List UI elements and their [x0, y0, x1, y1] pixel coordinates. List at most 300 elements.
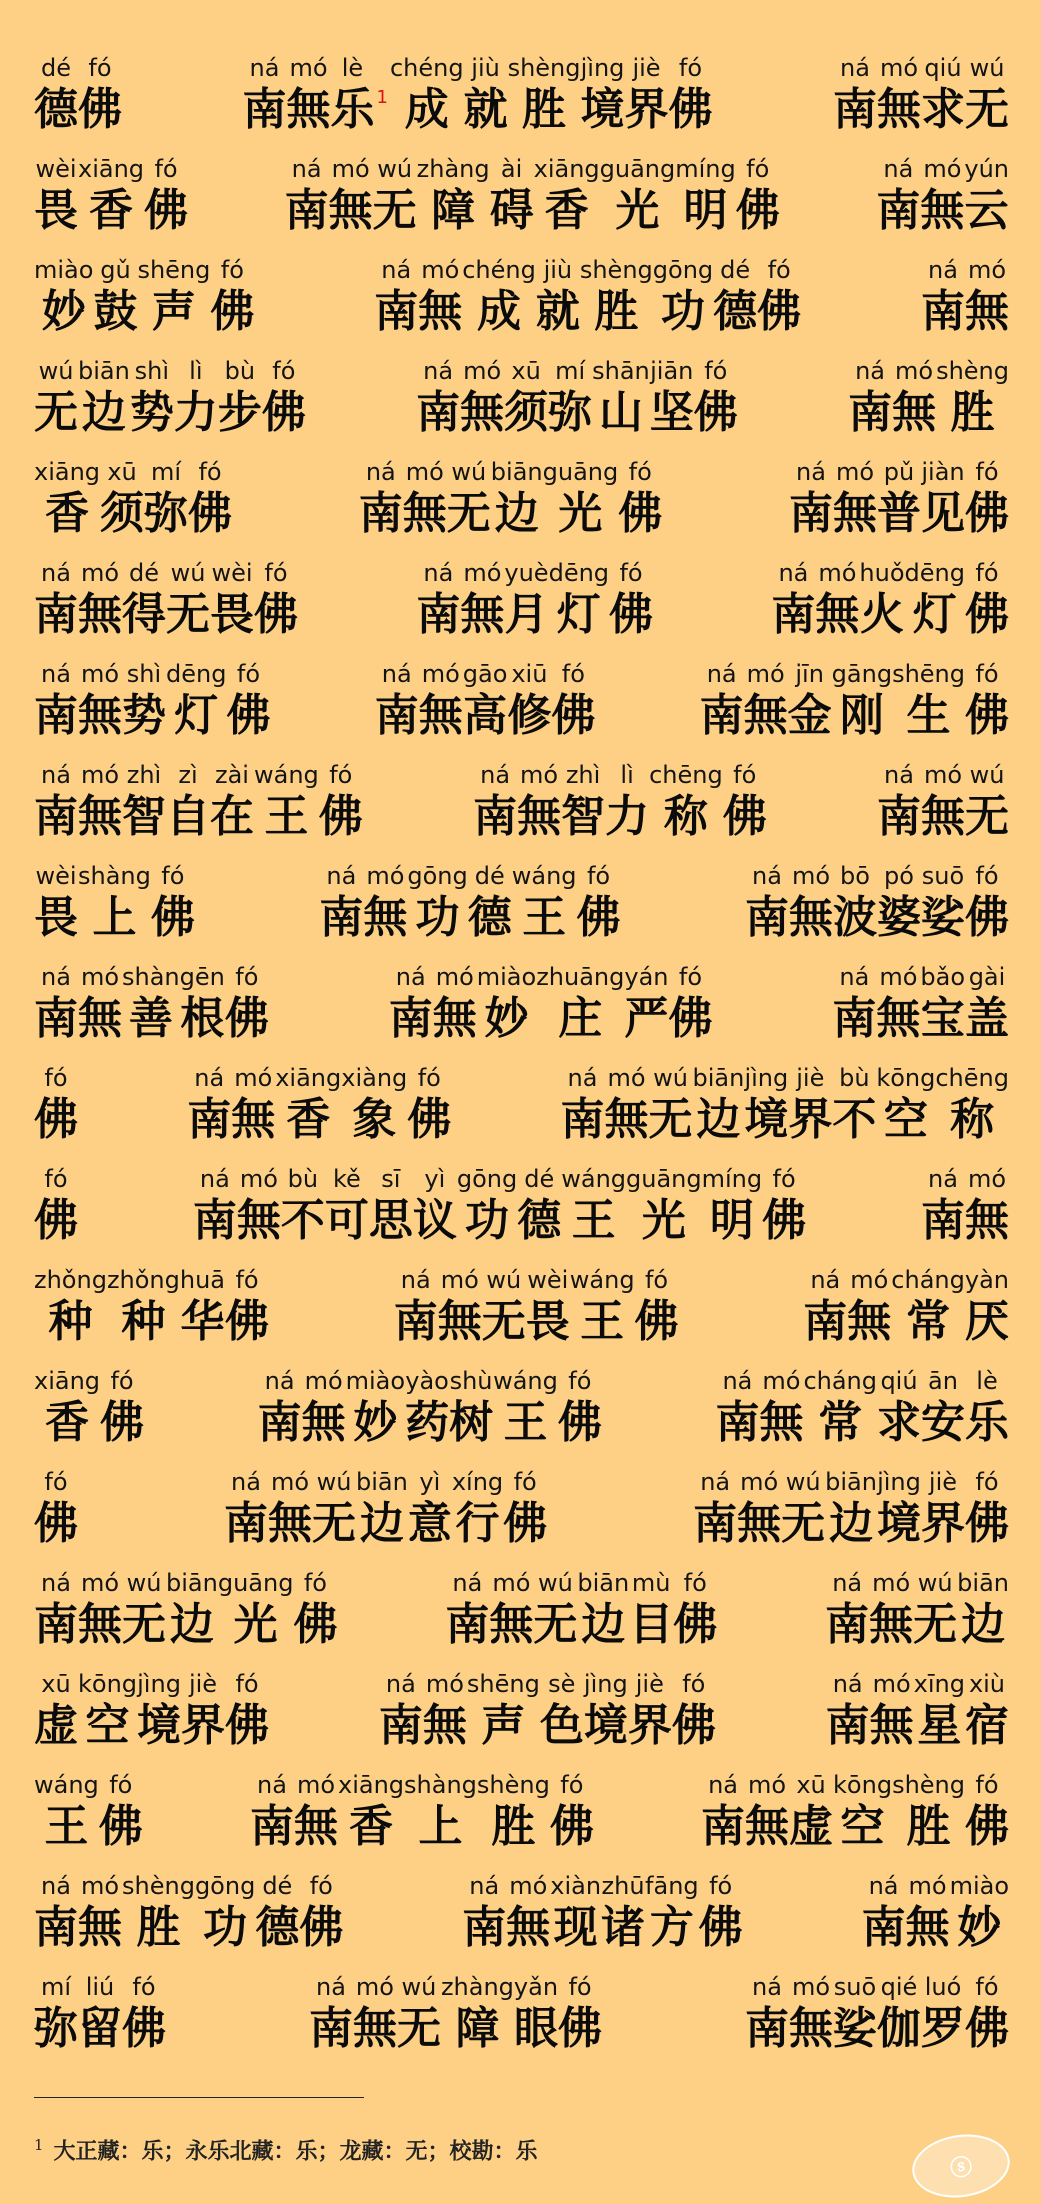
character-with-pinyin	[237, 1166, 281, 1250]
pinyin: ná	[752, 862, 782, 890]
pinyin: fó	[704, 357, 728, 385]
pinyin: ná	[778, 559, 809, 587]
buddha-name	[309, 1974, 602, 2058]
character-with-pinyin	[460, 560, 504, 644]
pinyin: ná	[722, 1367, 753, 1395]
pinyin: xiàng	[341, 1064, 408, 1092]
character-with-pinyin	[577, 1570, 629, 1654]
character-with-pinyin	[447, 459, 491, 543]
hanzi: 灯	[174, 690, 219, 741]
hanzi: 無	[418, 690, 463, 741]
pinyin: mó	[923, 155, 962, 183]
hanzi: 娑	[833, 2003, 877, 2054]
hanzi: 無	[921, 791, 965, 842]
text-line	[34, 1351, 1009, 1452]
hanzi: 王	[44, 1801, 89, 1852]
character-with-pinyin	[34, 1873, 78, 1957]
character-with-pinyin	[210, 257, 254, 341]
text-line	[34, 543, 1009, 644]
buddha-name	[877, 762, 1009, 846]
character-with-pinyin	[281, 1166, 325, 1250]
buddha-name	[921, 257, 1009, 341]
buddha-name	[379, 1671, 716, 1755]
hanzi: 南	[257, 1397, 302, 1448]
buddha-name	[561, 1065, 1009, 1149]
pinyin: xiàn	[550, 1872, 602, 1900]
hanzi: 佛	[150, 892, 195, 943]
hanzi: 南	[374, 690, 419, 741]
character-with-pinyin	[877, 55, 921, 139]
pinyin: ná	[41, 963, 71, 991]
character-with-pinyin	[581, 55, 625, 139]
hanzi: 界	[181, 1700, 226, 1751]
character-with-pinyin	[407, 1065, 451, 1149]
text-line	[34, 442, 1009, 543]
character-with-pinyin	[848, 358, 892, 442]
hanzi: 声	[151, 286, 196, 337]
pinyin: ná	[315, 1973, 346, 2001]
character-with-pinyin	[473, 762, 517, 846]
character-with-pinyin	[744, 1065, 788, 1149]
hanzi: 南	[416, 589, 461, 640]
buddha-name	[193, 1166, 806, 1250]
hanzi: 功	[660, 286, 705, 337]
pinyin: sī	[381, 1165, 401, 1193]
hanzi: 无	[648, 1094, 693, 1145]
hanzi: 胜	[594, 286, 639, 337]
character-with-pinyin	[876, 156, 920, 240]
pinyin: bù	[224, 357, 256, 385]
character-with-pinyin	[375, 661, 419, 745]
character-with-pinyin	[144, 459, 188, 543]
pinyin: xū	[796, 1771, 826, 1799]
hanzi: 香	[544, 185, 589, 236]
character-with-pinyin	[789, 1772, 833, 1856]
character-with-pinyin	[675, 156, 736, 240]
hanzi: 南	[462, 1902, 507, 1953]
pinyin: biān	[78, 357, 130, 385]
character-with-pinyin	[404, 1772, 477, 1856]
pinyin: ná	[41, 1569, 71, 1597]
hanzi: 南	[473, 791, 518, 842]
character-with-pinyin	[180, 964, 225, 1048]
character-with-pinyin	[408, 1469, 452, 1553]
hanzi: 乐	[330, 84, 375, 135]
character-with-pinyin	[508, 55, 581, 139]
pinyin: fó	[586, 862, 611, 890]
character-with-pinyin	[876, 1065, 935, 1149]
buddha-name	[34, 55, 122, 139]
hanzi: 佛	[549, 1801, 594, 1852]
pinyin: ná	[469, 1872, 500, 1900]
pinyin: kōng	[833, 1771, 893, 1799]
footnote-marker[interactable]: 1	[376, 87, 388, 108]
pinyin: wáng	[254, 761, 319, 789]
hanzi: 無	[363, 892, 408, 943]
pinyin: ná	[796, 458, 826, 486]
character-with-pinyin	[319, 863, 363, 947]
character-with-pinyin	[673, 1570, 717, 1654]
hanzi: 南	[378, 1700, 423, 1751]
hanzi: 香	[349, 1801, 393, 1852]
hanzi: 界	[627, 1700, 672, 1751]
character-with-pinyin	[965, 1974, 1009, 2058]
pinyin: chēng	[935, 1064, 1009, 1092]
pinyin: fó	[767, 256, 791, 284]
pinyin: xiāng	[275, 1064, 342, 1092]
hanzi: 佛	[144, 185, 189, 236]
buddha-name	[319, 863, 620, 947]
hanzi: 無	[789, 892, 833, 943]
hanzi: 無	[892, 387, 937, 438]
hanzi: 佛	[100, 1397, 145, 1448]
hanzi: 宿	[964, 1700, 1009, 1751]
hanzi: 边	[169, 1599, 214, 1650]
text-line	[34, 1452, 1009, 1553]
hanzi: 种	[121, 1296, 166, 1347]
pinyin: fó	[44, 1165, 68, 1193]
hanzi: 须	[100, 488, 145, 539]
hanzi: 无	[34, 387, 78, 438]
character-with-pinyin	[34, 459, 100, 543]
pinyin: ná	[452, 1569, 483, 1597]
pinyin: biān	[692, 1064, 745, 1092]
character-with-pinyin	[188, 459, 232, 543]
character-with-pinyin	[921, 863, 965, 947]
hanzi: 方	[649, 1902, 694, 1953]
pinyin: fó	[235, 1266, 259, 1294]
pinyin: mó	[463, 559, 502, 587]
hanzi: 光	[641, 1195, 686, 1246]
hanzi: 無	[78, 690, 122, 741]
hanzi: 上	[92, 892, 137, 943]
pinyin: guāng	[217, 1569, 294, 1597]
pinyin: jiān	[650, 357, 694, 385]
character-with-pinyin	[34, 560, 78, 644]
hanzi: 佛	[34, 1195, 78, 1246]
character-with-pinyin	[34, 1974, 78, 2058]
pinyin: fó	[975, 1973, 999, 2001]
buddha-name	[745, 1974, 1009, 2058]
hanzi: 无	[396, 2003, 441, 2054]
character-with-pinyin	[877, 863, 921, 947]
hanzi: 象	[352, 1094, 397, 1145]
hanzi: 南	[803, 1296, 848, 1347]
hanzi: 南	[308, 2003, 353, 2054]
hanzi: 佛	[318, 791, 363, 842]
hanzi: 無	[815, 589, 860, 640]
character-with-pinyin	[34, 1065, 78, 1149]
character-with-pinyin	[250, 1772, 294, 1856]
character-with-pinyin	[921, 1974, 965, 2058]
hanzi: 佛	[965, 892, 1009, 943]
pinyin: jìng	[583, 1670, 628, 1698]
hanzi: 无	[122, 1599, 166, 1650]
character-with-pinyin	[130, 358, 174, 442]
hanzi: 称	[950, 1094, 995, 1145]
character-with-pinyin	[534, 156, 600, 240]
character-with-pinyin	[862, 1873, 906, 1957]
character-with-pinyin	[294, 1772, 338, 1856]
character-with-pinyin	[533, 1570, 577, 1654]
buddha-name	[34, 762, 363, 846]
character-with-pinyin	[869, 1570, 913, 1654]
pinyin: fó	[678, 54, 703, 82]
character-with-pinyin	[506, 1873, 550, 1957]
pinyin: xiāng	[337, 1771, 405, 1799]
pinyin: biān	[166, 1569, 218, 1597]
pinyin: fó	[682, 1670, 706, 1698]
pinyin: biān	[825, 1468, 877, 1496]
hanzi: 南	[825, 1599, 870, 1650]
hanzi: 南	[34, 1902, 78, 1953]
text-line	[34, 1048, 1009, 1149]
hanzi: 罗	[921, 2003, 965, 2054]
pinyin: fó	[975, 458, 999, 486]
pinyin: shì	[126, 660, 162, 688]
hanzi: 南	[249, 1801, 294, 1852]
pinyin: mí	[151, 458, 182, 486]
character-with-pinyin	[892, 1772, 965, 1856]
pinyin: mí	[555, 357, 586, 385]
hanzi: 得	[122, 589, 166, 640]
pinyin: shèng	[579, 256, 653, 284]
character-with-pinyin	[826, 1671, 870, 1755]
pinyin: ná	[365, 458, 396, 486]
pinyin: mó	[967, 1165, 1007, 1193]
pinyin: fó	[198, 458, 222, 486]
character-with-pinyin	[965, 1166, 1009, 1250]
pinyin: ná	[708, 1771, 738, 1799]
hanzi: 佛	[735, 185, 780, 236]
pinyin: yǎn	[513, 1973, 559, 2001]
hanzi: 南	[224, 1498, 268, 1549]
pinyin: fó	[709, 1872, 733, 1900]
text-line	[34, 1957, 1009, 2058]
buddha-name	[242, 55, 712, 139]
hanzi: 胜	[522, 84, 567, 135]
pinyin: guāng	[626, 1165, 702, 1193]
hanzi: 边	[696, 1094, 741, 1145]
hanzi: 南	[825, 1700, 870, 1751]
character-with-pinyin	[536, 964, 624, 1048]
character-with-pinyin	[788, 661, 832, 745]
hanzi: 無	[301, 1397, 346, 1448]
character-with-pinyin	[548, 358, 592, 442]
character-with-pinyin	[181, 1671, 225, 1755]
hanzi: 华	[180, 1296, 225, 1347]
pinyin: fó	[975, 1468, 999, 1496]
pinyin: yún	[964, 155, 1009, 183]
character-with-pinyin	[462, 257, 536, 341]
character-with-pinyin	[423, 1671, 467, 1755]
buddha-name	[250, 1772, 594, 1856]
buddha-name	[258, 1368, 602, 1452]
pinyin: shēng	[137, 256, 211, 284]
pinyin: mù	[631, 1569, 671, 1597]
character-with-pinyin	[504, 358, 548, 442]
character-with-pinyin	[195, 1873, 255, 1957]
pinyin: gāo	[462, 660, 508, 688]
hanzi: 火	[859, 589, 904, 640]
hanzi: 無	[833, 488, 877, 539]
hanzi: 诸	[601, 1902, 646, 1953]
character-with-pinyin	[34, 1368, 100, 1452]
character-with-pinyin	[482, 1267, 526, 1351]
pinyin: gāng	[831, 660, 893, 688]
hanzi: 婆	[877, 892, 921, 943]
character-with-pinyin	[397, 1974, 441, 2058]
character-with-pinyin	[293, 1570, 337, 1654]
buddha-name	[771, 560, 1009, 644]
character-with-pinyin	[166, 661, 226, 745]
character-with-pinyin	[561, 1166, 626, 1250]
hanzi: 德	[34, 84, 78, 135]
pinyin: miào	[34, 256, 94, 284]
publisher-seal-icon: ⓢ	[908, 2128, 1014, 2203]
pinyin: fó	[309, 1872, 333, 1900]
pinyin: mó	[80, 1872, 120, 1900]
character-with-pinyin	[151, 863, 195, 947]
character-with-pinyin	[363, 863, 407, 947]
pinyin: ná	[423, 357, 454, 385]
character-with-pinyin	[847, 1267, 891, 1351]
hanzi: 妙	[484, 993, 529, 1044]
hanzi: 灯	[912, 589, 957, 640]
hanzi: 南	[34, 993, 78, 1044]
character-with-pinyin	[877, 1368, 921, 1452]
hanzi: 厌	[964, 1296, 1009, 1347]
character-with-pinyin	[122, 964, 180, 1048]
character-with-pinyin	[906, 1873, 950, 1957]
hanzi: 势	[122, 690, 166, 741]
pinyin: ná	[291, 155, 322, 183]
pinyin: pǔ	[883, 458, 915, 486]
pinyin: liú	[85, 1973, 115, 2001]
hanzi: 佛	[225, 1296, 270, 1347]
hanzi: 無	[869, 1599, 914, 1650]
hanzi: 妙	[957, 1902, 1002, 1953]
character-with-pinyin	[543, 459, 619, 543]
hanzi: 盖	[965, 993, 1009, 1044]
hanzi: 南	[319, 892, 364, 943]
hanzi: 无	[446, 488, 491, 539]
hanzi: 南	[416, 387, 461, 438]
character-with-pinyin	[517, 762, 561, 846]
character-with-pinyin	[965, 863, 1009, 947]
character-with-pinyin	[78, 1873, 122, 1957]
pinyin: ná	[194, 1064, 225, 1092]
pinyin: ná	[700, 1468, 731, 1496]
footnote-text: 大正藏：乐；永乐北藏：乐；龙藏：无；校勘：乐	[53, 2138, 538, 2165]
pinyin: ài	[500, 155, 523, 183]
hanzi: 無	[418, 286, 463, 337]
hanzi: 無	[920, 185, 965, 236]
character-with-pinyin	[965, 762, 1009, 846]
hanzi: 南	[789, 488, 833, 539]
buddha-name	[34, 1267, 269, 1351]
hanzi: 声	[481, 1700, 526, 1751]
pinyin: guāng	[599, 155, 676, 183]
character-with-pinyin	[628, 1671, 672, 1755]
character-with-pinyin	[417, 156, 490, 240]
text-line	[34, 1755, 1009, 1856]
character-with-pinyin	[957, 1570, 1009, 1654]
character-with-pinyin	[877, 1469, 921, 1553]
pinyin: ná	[199, 1165, 230, 1193]
pinyin: shàn	[122, 963, 180, 991]
pinyin: ná	[385, 1670, 416, 1698]
pinyin: shù	[449, 1367, 493, 1395]
hanzi: 南	[34, 1599, 78, 1650]
hanzi: 畏	[34, 185, 78, 236]
character-with-pinyin	[477, 964, 536, 1048]
text-line	[34, 644, 1009, 745]
pinyin: shēng	[892, 660, 965, 688]
hanzi: 無	[489, 1599, 534, 1650]
pinyin: kōng	[78, 1670, 138, 1698]
character-with-pinyin	[649, 1065, 693, 1149]
hanzi: 無	[847, 1296, 892, 1347]
pinyin: mó	[762, 1367, 801, 1395]
pinyin: fó	[110, 1367, 134, 1395]
pinyin: fó	[44, 1064, 68, 1092]
hanzi: 境	[876, 1498, 921, 1549]
hanzi: 南	[876, 185, 921, 236]
pinyin: xiāng	[34, 1367, 101, 1395]
character-with-pinyin	[100, 459, 144, 543]
buddha-name	[34, 1469, 78, 1553]
hanzi: 界	[920, 1498, 965, 1549]
pinyin: fó	[264, 559, 288, 587]
character-with-pinyin	[379, 1671, 423, 1755]
hanzi: 智	[122, 791, 166, 842]
hanzi: 称	[663, 791, 708, 842]
character-with-pinyin	[921, 1368, 965, 1452]
hanzi: 金	[787, 690, 832, 741]
pinyin: mó	[607, 1064, 646, 1092]
character-with-pinyin	[346, 1368, 405, 1452]
pinyin: jiù	[471, 54, 500, 82]
hanzi: 佛	[557, 1397, 602, 1448]
character-with-pinyin	[262, 358, 306, 442]
hanzi: 佛	[261, 387, 306, 438]
hanzi: 佛	[551, 690, 596, 741]
character-with-pinyin	[504, 560, 548, 644]
hanzi: 無	[506, 1902, 551, 1953]
character-with-pinyin	[715, 1368, 759, 1452]
pinyin: fó	[236, 660, 261, 688]
hanzi: 在	[210, 791, 254, 842]
pinyin: dēng	[166, 660, 227, 688]
hanzi: 佛	[722, 791, 767, 842]
hanzi: 种	[48, 1296, 93, 1347]
buddha-name	[285, 156, 780, 240]
character-with-pinyin	[832, 661, 892, 745]
buddha-name	[789, 459, 1009, 543]
character-with-pinyin	[338, 1772, 404, 1856]
hanzi: 功	[203, 1902, 248, 1953]
pinyin: mó	[967, 256, 1007, 284]
character-with-pinyin	[935, 1065, 1009, 1149]
character-with-pinyin	[580, 257, 653, 341]
character-with-pinyin	[34, 1166, 78, 1250]
character-with-pinyin	[438, 1267, 482, 1351]
hanzi: 境	[580, 84, 625, 135]
hanzi: 就	[535, 286, 580, 337]
pinyin: ná	[326, 862, 357, 890]
character-with-pinyin	[626, 1166, 702, 1250]
